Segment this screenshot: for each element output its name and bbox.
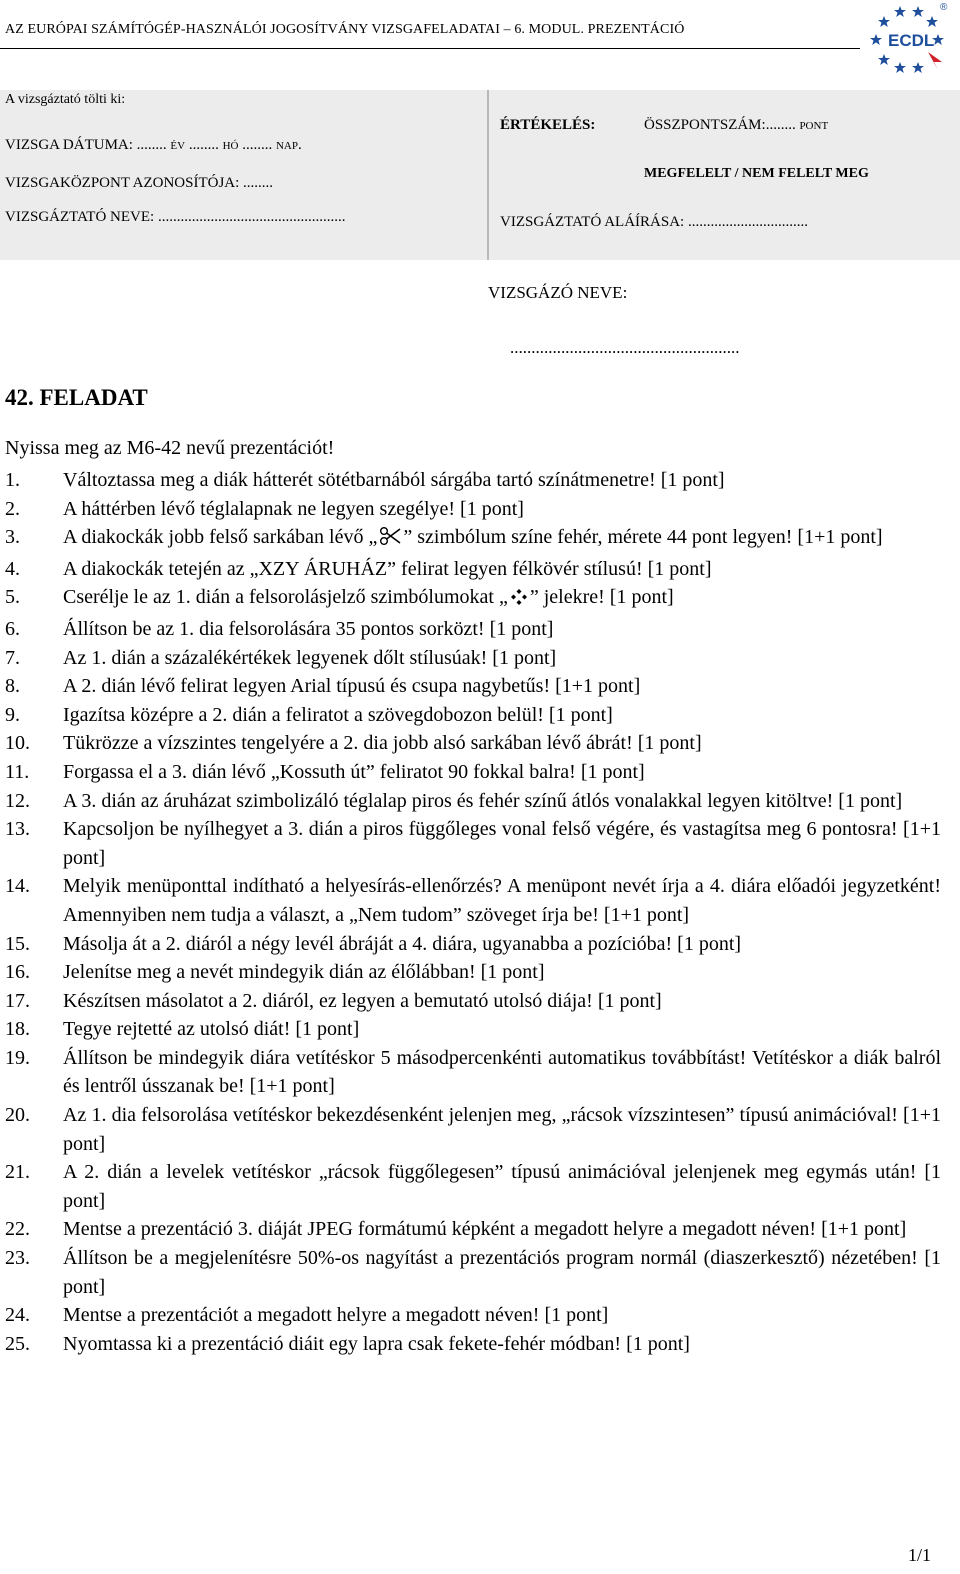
task-title: 42. FELADAT (5, 385, 148, 410)
task-text: Forgassa el a 3. dián lévő „Kossuth út” feliratot 90 fokkal balra! [1 pont] (63, 760, 645, 783)
task-item (5, 1301, 941, 1330)
task-text: A diakockák tetején az „XZY ÁRUHÁZ” felirat legyen félkövér stílusú! [1 pont] (63, 557, 712, 580)
task-item (5, 644, 941, 673)
task-text: A 2. dián lévő felirat legyen Arial típusú és csupa nagybetűs! [1+1 pont] (63, 675, 641, 698)
task-item (5, 495, 941, 524)
candidate-name-field[interactable]: ...................................................... (510, 338, 740, 357)
task-item (5, 701, 941, 730)
task-number: 9. (5, 703, 20, 726)
task-number: 21. (5, 1161, 30, 1184)
task-text: Másolja át a 2. diáról a négy levél ábráját a 4. diára, ugyanabba a pozícióba! [1 pont] (63, 932, 742, 955)
header-title: AZ EURÓPAI SZÁMÍTÓGÉP-HASZNÁLÓI JOGOSÍTVÁNY VIZSGAFELADATAI – 6. MODUL. PREZENTÁCIÓ (5, 22, 685, 37)
task-text-pre: A diakockák jobb felső sarkában lévő „ (63, 526, 378, 549)
scissors-icon (379, 526, 401, 555)
task-list (5, 466, 941, 1358)
task-item (5, 672, 941, 701)
ecdl-logo (862, 0, 952, 80)
task-text: Nyomtassa ki a prezentáció diáit egy lapra csak fekete-fehér módban! [1 pont] (63, 1332, 690, 1355)
task-number: 10. (5, 732, 30, 755)
diamond-bullet-icon (510, 586, 528, 615)
task-text: Állítson be az 1. dia felsorolására 35 pontos sorközt! [1 pont] (63, 617, 554, 640)
task-item (5, 1101, 941, 1158)
task-text-post: ” jelekre! [1 pont] (529, 586, 674, 609)
task-item (5, 758, 941, 787)
task-item (5, 466, 941, 495)
task-item (5, 930, 941, 959)
task-item (5, 523, 941, 555)
task-text: A háttérben lévő téglalapnak ne legyen szegélye! [1 pont] (63, 497, 524, 520)
task-text: A 3. dián az áruházat szimbolizáló téglalap piros és fehér színű átlós vonalakkal legyen kitöltve! [1 pont] (63, 789, 903, 812)
form-fill-note: A vizsgáztató tölti ki: (5, 92, 126, 107)
task-text: Készítsen másolatot a 2. diáról, ez legyen a bemutató utolsó diája! [1 pont] (63, 989, 662, 1012)
logo-registered-mark: ® (940, 2, 948, 13)
task-text: Változtassa meg a diák hátterét sötétbarnából sárgába tartó színátmenetre! [1 pont] (63, 469, 725, 491)
task-number: 14. (5, 875, 30, 898)
task-text: Igazítsa középre a 2. dián a feliratot a szövegdobozon belül! [1 pont] (63, 703, 613, 726)
examiner-signature-field[interactable]: VIZSGÁZTATÓ ALÁÍRÁSA: ................................ (500, 214, 808, 230)
task-text: Kapcsoljon be nyílhegyet a 3. dián a piros függőleges vonal felső végére, és vastagítsa meg 6 pontosra! [1+1 pont] (63, 818, 941, 869)
pass-fail-field[interactable]: MEGFELELT / NEM FELELT MEG (644, 166, 869, 181)
task-text: Az 1. dia felsorolása vetítéskor bekezdésenként jelenjen meg, „rácsok vízszintesen” típusú animációval! [1+1 pont] (63, 1104, 941, 1155)
logo-text: ECDL (888, 31, 935, 50)
task-number: 22. (5, 1218, 30, 1241)
task-item (5, 729, 941, 758)
exam-center-id-field[interactable]: VIZSGAKÖZPONT AZONOSÍTÓJA: ........ (5, 175, 274, 191)
task-item (5, 787, 941, 816)
page-header (0, 0, 960, 70)
task-number: 25. (5, 1332, 30, 1355)
header-rule (0, 48, 860, 49)
task-number: 4. (5, 557, 20, 580)
task-number: 12. (5, 789, 30, 812)
logo-cursor-icon (928, 52, 942, 70)
task-number: 18. (5, 1018, 30, 1041)
task-number: 17. (5, 989, 30, 1012)
task-number: 6. (5, 617, 20, 640)
task-item (5, 872, 941, 929)
task-item (5, 1158, 941, 1215)
task-number: 24. (5, 1304, 30, 1327)
task-item (5, 958, 941, 987)
task-item (5, 615, 941, 644)
task-number: 13. (5, 818, 30, 841)
task-number: 11. (5, 760, 30, 783)
task-item (5, 1015, 941, 1044)
task-text (63, 523, 941, 555)
task-number: 15. (5, 932, 30, 955)
task-number: 20. (5, 1104, 30, 1127)
candidate-name-label: VIZSGÁZÓ NEVE: (488, 283, 628, 302)
task-number: 5. (5, 586, 20, 609)
examiner-name-field[interactable]: VIZSGÁZTATÓ NEVE: .................................................. (5, 209, 346, 225)
task-number: 23. (5, 1247, 30, 1270)
task-item (5, 1215, 941, 1244)
task-number: 16. (5, 961, 30, 984)
evaluation-label: ÉRTÉKELÉS: (500, 117, 596, 133)
task-item (5, 987, 941, 1016)
task-number: 3. (5, 526, 20, 549)
task-text: Jelenítse meg a nevét mindegyik dián az élőlábban! [1 pont] (63, 961, 545, 984)
task-number: 8. (5, 675, 20, 698)
total-score-field[interactable]: ÖSSZPONTSZÁM:........ pont (644, 117, 829, 133)
task-item (5, 1330, 941, 1359)
task-text: Melyik menüponttal indítható a helyesírás-ellenőrzés? A menüpont nevét írja a 4. diára előadói jegyzetként! Amennyiben nem tudja a választ, a „Nem tudom” szöveget írja be! [1+1 pont] (63, 875, 941, 926)
task-item (5, 555, 941, 584)
exam-date-field[interactable]: VIZSGA DÁTUMA: ........ év ........ hó ........ nap. (5, 137, 302, 153)
task-text: Tegye rejtetté az utolsó diát! [1 pont] (63, 1018, 360, 1041)
task-text: Tükrözze a vízszintes tengelyére a 2. dia jobb alsó sarkában lévő ábrát! [1 pont] (63, 732, 702, 755)
task-text: Állítson be mindegyik diára vetítéskor 5 másodpercenkénti automatikus továbbítást! Vetítéskor a diák balról és lentről ússzanak be! [1+1 pont] (63, 1046, 941, 1098)
task-number: 7. (5, 646, 20, 669)
task-number: 2. (5, 497, 20, 520)
task-intro: Nyissa meg az M6-42 nevű prezentációt! (5, 437, 335, 459)
task-text: Állítson be a megjelenítésre 50%-os nagyítást a prezentációs program normál (diaszerkesztő) nézetében! [1 pont] (63, 1247, 941, 1298)
task-item (5, 1244, 941, 1301)
task-item (5, 583, 941, 615)
task-item (5, 815, 941, 872)
task-text: A 2. dián a levelek vetítéskor „rácsok függőlegesen” típusú animációval jelenjenek meg egymás után! [1 pont] (63, 1161, 941, 1212)
task-number: 1. (5, 469, 20, 491)
task-text: Mentse a prezentációt a megadott helyre a megadott néven! [1 pont] (63, 1304, 609, 1327)
task-text (63, 583, 941, 615)
page-number: 1/1 (908, 1545, 932, 1565)
task-text: Az 1. dián a százalékértékek legyenek dőlt stílusúak! [1 pont] (63, 646, 557, 669)
task-text: Mentse a prezentáció 3. diáját JPEG formátumú képként a megadott helyre a megadott néven! [1+1 pont] (63, 1218, 907, 1241)
form-divider (487, 90, 489, 260)
task-number: 19. (5, 1046, 30, 1069)
task-text-pre: Cserélje le az 1. dián a felsorolásjelző szimbólumokat „ (63, 586, 508, 609)
task-text-post: ” szimbólum színe fehér, mérete 44 pont legyen! [1+1 pont] (403, 526, 883, 549)
task-item (5, 1044, 941, 1101)
